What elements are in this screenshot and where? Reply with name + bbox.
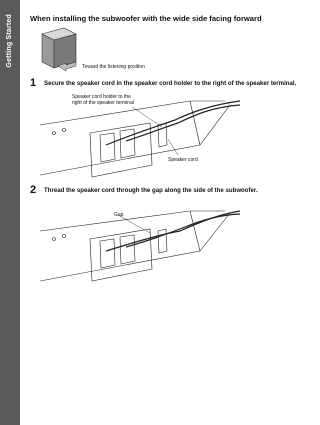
speaker-cord-callout: Speaker cord [168, 157, 198, 163]
step-1 [30, 77, 297, 89]
chapter-side-tab [0, 0, 20, 425]
holder-callout-line2: right of the speaker terminal [72, 100, 134, 106]
chapter-tab-label: Getting Started [6, 14, 13, 68]
holder-callout-line1: Speaker cord holder to the [72, 94, 131, 100]
step-2 [30, 184, 258, 196]
step-number: 1 [30, 77, 37, 89]
step-text: Thread the speaker cord through the gap along the side of the subwoofer. [44, 187, 258, 194]
step2-gap-figure [40, 205, 240, 285]
section-heading: When installing the subwoofer with the wide side facing forward [30, 14, 262, 23]
step-text: Secure the speaker cord in the speaker cord holder to the right of the speaker terminal. [44, 80, 297, 87]
gap-callout: Gap [114, 212, 124, 218]
step1-speaker-terminal-figure [40, 95, 240, 183]
figure1-callout: Toward the listening position [82, 64, 145, 70]
step-number: 2 [30, 184, 37, 196]
